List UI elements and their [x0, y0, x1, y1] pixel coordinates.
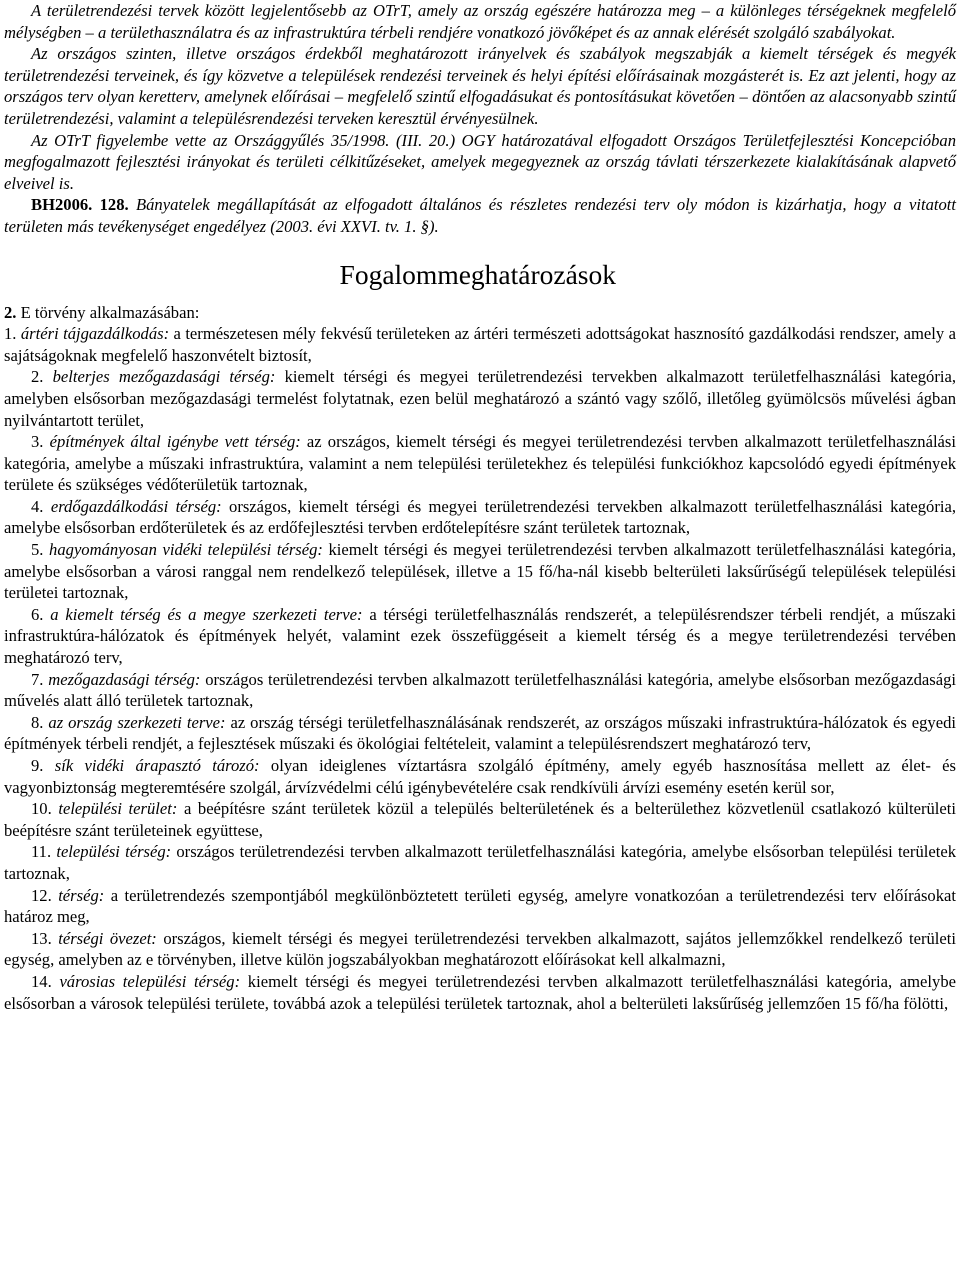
definition-item	[4, 431, 956, 496]
definition-text: olyan ideiglenes víztartásra szolgáló építmény, amely egyéb hasznosítása mellett az élet- és vagyonbiztonság megteremtésére szolgál, árvízvédelmi célú igénybevételére csak rendkívüli árvízi esemény esetén kerül sor,	[4, 756, 956, 797]
definition-item	[4, 755, 956, 798]
definition-term: a kiemelt térség és a megye szerkezeti terve:	[50, 604, 363, 624]
definition-number: 7.	[31, 669, 44, 689]
definition-text: kiemelt térségi és megyei területrendezési tervben alkalmazott területfelhasználási kategória, amelybe elsősorban a városok települési területe, továbbá azok a települési területek tartoznak, ahol a belterületi laksűrűség jellemzően 15 fő/ha fölötti,	[4, 971, 956, 1013]
section-number: 2.	[4, 302, 17, 322]
definition-text: a beépítésre szánt területek közül a település belterületének és a belterülethez közvetlenül csatlakozó külterületi beépítésre szánt területeinek együttese,	[4, 799, 956, 840]
definition-text: a térségi területfelhasználás rendszerét, a településrendszer térbeli rendjét, a műszaki infrastruktúra-hálózatok és építmények helyét, valamint ezek összefüggéseit a kiemelt térség és a megye területrendezési tervében meghatározó terv,	[4, 604, 956, 668]
definition-number: 1.	[4, 324, 17, 344]
definition-item	[4, 928, 956, 971]
definition-term: építmények által igénybe vett térség:	[49, 432, 301, 452]
definition-term: térségi övezet:	[58, 928, 157, 948]
definition-number: 8.	[31, 712, 44, 732]
definition-term: belterjes mezőgazdasági térség:	[52, 367, 276, 387]
definition-number: 10.	[31, 799, 52, 819]
definition-term: az ország szerkezeti terve:	[48, 712, 226, 732]
definition-item	[4, 496, 956, 539]
definition-item	[4, 971, 956, 1014]
definition-text: országos területrendezési tervben alkalmazott területfelhasználási kategória, amelybe elsősorban mezőgazdasági művelés alatt álló területek tartoznak,	[4, 669, 957, 711]
definition-term: erdőgazdálkodási térség:	[50, 496, 222, 516]
definition-number: 11.	[31, 842, 52, 862]
definition-term: városias települési térség:	[59, 971, 241, 991]
intro-paragraph-2: Az országos szinten, illetve országos érdekből meghatározott irányelvek és szabályok megszabják a kiemelt térségek és megyék területrendezési terveinek, és így közvetve a települések rendezési terveinek és helyi építési előírásainak mozgásterét is. Ez azt jelenti, hogy az országos terv olyan keretterv, amelynek előírásai – megfelelő szintű elfogadásukat és pontosításukat követően – döntően az alacsonyabb szintű területrendezési, valamint a településrendezési terveken keresztül érvényesülnek.	[4, 44, 956, 128]
definition-item	[4, 539, 956, 604]
definition-item	[4, 712, 956, 755]
definition-item	[4, 604, 956, 669]
definition-term: települési térség:	[56, 842, 172, 862]
definition-text: kiemelt térségi és megyei területrendezési tervben alkalmazott területfelhasználási kategória, amelybe elsősorban a városi ranggal nem rendelkező települések, illetve a 15 fő/ha-nál kisebb belterületi laksűrűségű települések települési területei tartoznak,	[4, 540, 956, 603]
definition-number: 9.	[31, 756, 44, 775]
definition-term: térség:	[58, 885, 105, 905]
definition-number: 3.	[31, 432, 44, 452]
intro-paragraph-3: Az OTrT figyelembe vette az Országgyűlés 35/1998. (III. 20.) OGY határozatával elfogadott Országos Területfejlesztési Koncepcióban megfogalmazott fejlesztési irányokat és területi célkitűzéseket, amelyek megegyeznek az ország távlati térszerkezete kialakításának alapvető elveivel is.	[4, 130, 956, 193]
court-decision-text: Bányatelek megállapítását az elfogadott általános és részletes rendezési terv oly módon is kizárhatja, hogy a vitatott területen más tevékenységet engedélyez (2003. évi XXVI. tv. 1. §).	[4, 195, 956, 236]
definition-term: sík vidéki árapasztó tározó:	[54, 756, 260, 775]
definition-text: kiemelt térségi és megyei területrendezési tervekben alkalmazott területfelhasználási kategória, amelyben elsősorban mezőgazdasági termelést folytatnak, ezen belül meghatározó a szántó vagy szőlő, illetőleg gyümölcsös művelési ágban nyilvántartott terület,	[4, 367, 956, 430]
definition-text: országos, kiemelt térségi és megyei területrendezési tervekben alkalmazott területfelhasználási kategória, amelybe elsősorban erdőterületek és az erdőfejlesztési tervben erdőtelepítésre szánt területek tartoznak,	[4, 496, 956, 538]
court-decision-reference: BH2006. 128.	[31, 195, 129, 215]
definition-list	[4, 323, 956, 1014]
definition-item	[4, 798, 956, 841]
definition-item	[4, 366, 956, 431]
definition-text: a területrendezés szempontjából megkülönböztetett területi egység, amelyre vonatkozóan a területrendezési terv előírásokat határoz meg,	[4, 885, 956, 927]
definition-number: 12.	[31, 885, 52, 905]
intro-paragraph-1: A területrendezési tervek között legjelentősebb az OTrT, amely az ország egészére határozza meg – a különleges térségeknek megfelelő mélységben – a területhasználatra és az infrastruktúra térbeli rendjére vonatkozó jövőképet és az annak elérését szolgáló szabályokat.	[4, 1, 956, 42]
definition-item	[4, 841, 956, 884]
definition-number: 6.	[31, 604, 44, 624]
definition-text: az országos, kiemelt térségi és megyei területrendezési tervben alkalmazott területfelhasználási kategória, amelybe a műszaki infrastruktúra, valamint a nem települési területekhez és települési funkciókhoz kapcsolódó egyedi építmények területe és szükséges védőterületük tartoznak,	[4, 432, 956, 495]
section-lead-text: E törvény alkalmazásában:	[20, 302, 200, 322]
definition-term: mezőgazdasági térség:	[48, 669, 201, 689]
definition-number: 4.	[31, 496, 44, 516]
definition-text: az ország térségi területfelhasználásának rendszerét, az országos műszaki infrastruktúra-hálózatok és egyedi építmények térbeli rendjét, a fejlesztések műszaki és ökológiai feltételeit, valamint a településrendszert meghatározó terv,	[4, 712, 956, 754]
section-lead	[4, 302, 956, 324]
definition-number: 14.	[31, 971, 52, 991]
court-decision-paragraph	[4, 194, 956, 237]
definition-number: 13.	[31, 928, 52, 948]
definition-item	[4, 885, 956, 928]
definition-text: országos, kiemelt térségi és megyei területrendezési tervekben alkalmazott, sajátos jellemzőkkel rendelkező területi egység, amelyben az e törvényben, illetve külön jogszabályokban meghatározott előírásokat kell alkalmazni,	[4, 928, 956, 970]
definition-term: települési terület:	[58, 799, 178, 819]
definition-term: ártéri tájgazdálkodás:	[20, 324, 170, 344]
definition-text: országos területrendezési tervben alkalmazott területfelhasználási kategória, amelybe elsősorban települési területek tartoznak,	[4, 842, 956, 883]
definition-number: 2.	[31, 367, 44, 387]
definition-number: 5.	[31, 540, 44, 560]
definition-item	[4, 669, 956, 712]
definition-text: a természetesen mély fekvésű területeken az ártéri természeti adottságokat hasznosító gazdálkodási rendszer, amely a sajátságoknak megfelelő haszonvételt biztosít,	[4, 324, 956, 365]
definition-item	[4, 323, 956, 366]
definition-term: hagyományosan vidéki települési térség:	[49, 540, 323, 560]
section-heading: Fogalommeghatározások	[339, 258, 616, 290]
